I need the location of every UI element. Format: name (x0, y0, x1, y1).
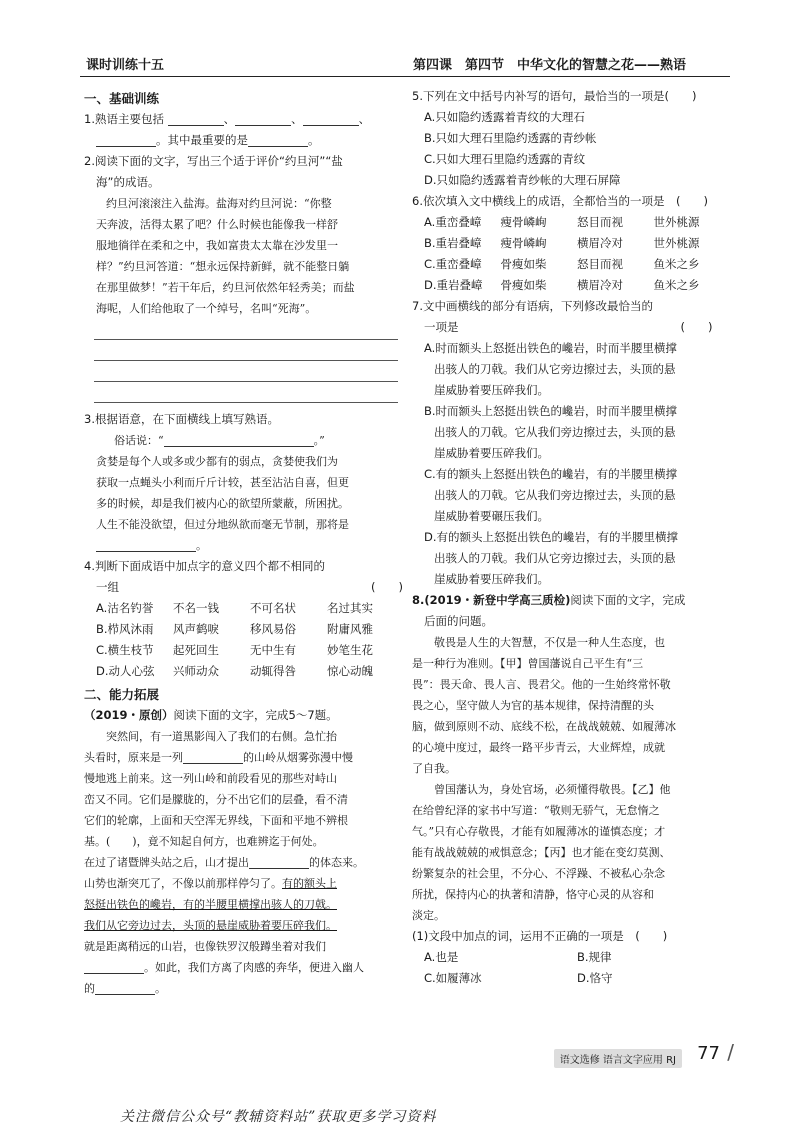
sub1-option-b[interactable]: B.规律 (577, 950, 612, 964)
q7-option-b[interactable]: B.时而额头上怒挺出铁色的巉岩，时而半腰里横撑 出骇人的刀戟。它从我们旁边擦过去，头顶的悬 崖威胁着要压碎我们。 (424, 404, 678, 460)
left-column (84, 86, 404, 999)
q5-option-b[interactable]: B.只如大理石里隐约透露的青纱帐 (424, 131, 597, 145)
answer-line[interactable] (94, 340, 398, 361)
question-4-cont: 一组 ( ) (96, 580, 403, 594)
question-7: 7.文中画横线的部分有语病，下列修改最恰当的 (412, 299, 653, 313)
proverb-prompt: 俗话说：“ 。” (114, 434, 325, 447)
q4-options (84, 598, 404, 682)
q6-option-d[interactable]: D.重岩叠嶂 骨瘦如柴 横眉冷对 鱼米之乡 (424, 278, 700, 292)
blank-1b[interactable] (235, 111, 291, 126)
blank-b[interactable] (249, 854, 309, 869)
question-6: 6.依次填入文中横线上的成语，全都恰当的一项是 ( ) (412, 194, 708, 208)
q5-option-d[interactable]: D.只如隐约透露着青纱帐的大理石屏障 (424, 173, 621, 187)
sub1-options-row2 (412, 968, 730, 989)
q5-option-c[interactable]: C.只如大理石里隐约透露的青纹 (424, 152, 586, 166)
blank-1c[interactable] (303, 111, 359, 126)
sub1-options-row1 (412, 947, 730, 968)
blank-proverb[interactable] (164, 432, 314, 447)
blank-1d[interactable] (96, 132, 156, 147)
blank-c[interactable] (84, 959, 144, 974)
q7-option-a[interactable]: A.时而额头上怒挺出铁色的巉岩，时而半腰里横撑 出骇人的刀戟。我们从它旁边擦过去，头顶的悬 崖威胁着要压碎我们。 (424, 341, 677, 397)
right-column (412, 86, 730, 989)
passage-reverence-2: 曾国藩认为，身处官场，必须懂得敬畏。【乙】他 在给曾纪泽的家书中写道：“敬则无骄气，无怠惰之 气。”只有心存敬畏，才能有如履薄冰的谨慎态度；才 能有战战兢兢的戒惧意念；【丙】也才能在变幻莫测、 纷繁复杂的社会里，不分心、不浮躁、不被私心杂念 所扰，保持内心的执著和清静，恪守心灵的从容和 淡定。 (412, 783, 671, 922)
section-basic-heading: 一、基础训练 (84, 91, 160, 106)
q6-option-b[interactable]: B.重岩叠嶂 瘦骨嶙峋 横眉冷对 世外桃源 (424, 236, 700, 250)
answer-line[interactable] (94, 382, 398, 403)
option-b[interactable]: B.栉风沐雨 风声鹤唳 移风易俗 附庸风雅 (96, 622, 373, 636)
chapter-title: 第四课 第四节 中华文化的智慧之花——熟语 (413, 58, 687, 73)
question-4: 4.判断下面成语中加点字的意义四个都不相同的 (84, 559, 325, 573)
question-5: 5.下列在文中括号内补写的语句，最恰当的一项是( ) (412, 89, 697, 103)
q7-option-d[interactable]: D.有的额头上怒挺出铁色的巉岩，有的半腰里横撑 出骇人的刀戟。我们从它旁边擦过去，头顶的悬 崖威胁着要压碎我们。 (424, 530, 679, 586)
question-1-cont: 。其中最重要的是 。 (84, 130, 404, 151)
sub-question-1: (1)文段中加点的词，运用不正确的一项是 ( ) (412, 929, 668, 943)
blank-d[interactable] (95, 980, 155, 995)
passage-greed: 贪婪是每个人或多或少都有的弱点，贪婪使我们为 获取一点蝇头小利而斤斤计较，甚至沾沾自喜，但更 多的时候，却是我们被内心的欲望所蒙蔽，所困扰。 人生不能没欲望，但过分地纵欲而毫无节制，那将是 。 (96, 455, 349, 552)
passage-reverence-1: 敬畏是人生的大智慧，不仅是一种人生态度，也 是一种行为准则。【甲】曾国藩说自己平生有“三 畏”：畏天命、畏人言、畏君父。他的一生始终常怀敬 畏之心，坚守做人为官的基本规律，保持清醒的头 脑，做到原则不动、底线不松，在战战兢兢、如履薄冰 的心境中度过，最终一路平步青云，大业辉煌，成就 了自我。 (412, 636, 676, 775)
blank-1e[interactable] (248, 132, 308, 147)
option-c[interactable]: C.横生枝节 起死回生 无中生有 妙笔生花 (96, 643, 373, 657)
question-3: 3.根据语意，在下面横线上填写熟语。 (84, 412, 279, 426)
sub1-option-d[interactable]: D.恪守 (577, 971, 613, 985)
q6-option-a[interactable]: A.重峦叠嶂 瘦骨嶙峋 怒目而视 世外桃源 (424, 215, 700, 229)
question-2-cont: 海”的成语。 (96, 175, 160, 189)
q6-option-c[interactable]: C.重峦叠嶂 骨瘦如柴 怒目而视 鱼米之乡 (424, 257, 700, 271)
answer-line[interactable] (94, 319, 398, 340)
question-7-cont: 一项是 ( ) (424, 320, 713, 334)
passage-jordan: 约旦河滚滚注入盐海。盐海对约旦河说：“你整 天奔波，活得太累了吧？什么时候也能像我一样舒 服地徜徉在柔和之中，我如富贵太太靠在沙发里一 样？”约旦河答道：“想永远保持新鲜，就不能整日躺 在那里做梦！”若干年后，约旦河依然年轻秀美；而盐 海呢，人们给他取了一个绰号，名叫“死海”。 (96, 197, 355, 315)
blank-3[interactable] (96, 537, 196, 552)
book-badge: 语文选修 语言文字应用 RJ (554, 1049, 682, 1068)
question-2: 2.阅读下面的文字，写出三个适于评价“约旦河”“盐 (84, 154, 343, 168)
question-8-cont: 后面的问题。 (424, 614, 493, 628)
header-rule (80, 76, 730, 77)
q5-option-a[interactable]: A.只如隐约透露着青纹的大理石 (424, 110, 585, 124)
q7-option-c[interactable]: C.有的额头上怒挺出铁色的巉岩，有的半腰里横撑 出骇人的刀戟。它从我们旁边擦过去，头顶的悬 崖威胁着要碾压我们。 (424, 467, 678, 523)
lesson-label: 课时训练十五 (86, 58, 165, 73)
answer-line[interactable] (94, 361, 398, 382)
page-number: 77 (697, 1043, 720, 1064)
sub1-option-c[interactable]: C.如履薄冰 (424, 971, 482, 985)
sub1-option-a[interactable]: A.也是 (424, 950, 459, 964)
handwritten-note: 关注微信公众号“教辅资料站”获取更多学习资料 (120, 1109, 437, 1125)
passage-mountains: 突然间，有一道黑影闯入了我们的右侧。急忙抬 头看时，原来是一列 的山岭从烟雾弥漫中慢 慢地逃上前来。这一列山岭和前段看见的那些对峙山 峦又不同。它们是朦胧的，分不出它们的层叠，看不清 它们的轮廓，上面和天空浑无界线，下面和平地不辨根 基。( )，竟不知起自何方，也难辨迄于何处。 在过了诸暨牌头站之后，山才提出 的体态来。 山势也渐突兀了，不像以前那样停匀了。有的额头上 怒挺出铁色的巉岩，有的半腰里横撑出骇人的刀戟。 我们从它旁边过去，头顶的悬崖威胁着要压碎我们。 就是距离稍远的山岩，也像铁罗汉般蹲坐着对我们 。如此，我们方离了肉感的奔华，便进入幽人 的 。 (84, 730, 364, 995)
passage-intro: （2019・原创）阅读下面的文字，完成5～7题。 (84, 708, 338, 722)
blank-1a[interactable] (168, 111, 224, 126)
option-d[interactable]: D.动人心弦 兴师动众 动辄得咎 惊心动魄 (96, 664, 373, 678)
page-slash: / (727, 1040, 734, 1064)
blank-a[interactable] (183, 749, 243, 764)
section-advanced-heading: 二、能力拓展 (84, 687, 160, 702)
question-1: 1.熟语主要包括 、 、 、 (84, 112, 371, 126)
option-a[interactable]: A.沽名钓誉 不名一钱 不可名状 名过其实 (96, 601, 373, 615)
question-8: 8.(2019・新登中学高三质检)阅读下面的文字，完成 (412, 593, 686, 607)
